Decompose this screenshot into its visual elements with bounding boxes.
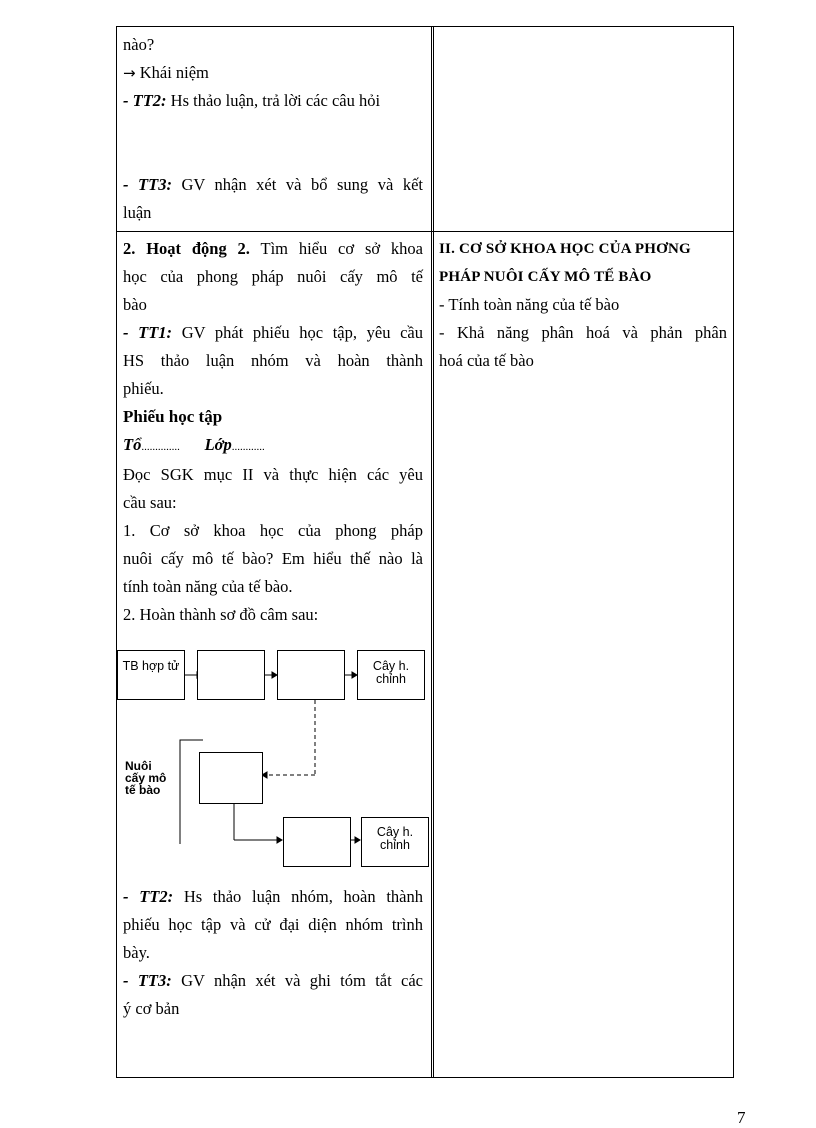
tt3-label: - TT3:	[123, 971, 172, 990]
box-zygote: TB hợp tử	[117, 650, 185, 700]
blank-box-4	[283, 817, 351, 867]
question-1: 1. Cơ sở khoa học của phong pháp	[123, 521, 423, 540]
content-item-2: - Khả năng phân hoá và phản phân	[439, 323, 727, 342]
blank-box-1	[197, 650, 265, 700]
content-item-2-cont: hoá của tế bào	[439, 351, 534, 370]
conclusion-line	[123, 59, 423, 87]
class-dots: ............	[231, 441, 265, 453]
column-divider	[431, 27, 432, 1077]
tt2-line-2: phiếu học tập và cử đại diện nhóm trình	[123, 915, 423, 934]
instruction-line-2: cầu sau:	[123, 493, 177, 512]
activity-title: Tìm hiểu cơ sở khoa	[260, 239, 423, 258]
tt1-label: - TT1:	[123, 323, 173, 342]
activity-label: 2. Hoạt động 2.	[123, 239, 250, 258]
tt3-line	[123, 967, 423, 995]
section-heading: II. CƠ SỞ KHOA HỌC CỦA PHƠNG	[439, 241, 691, 257]
blank-box-3	[199, 752, 263, 804]
blank-box-2	[277, 650, 345, 700]
group-class-line	[123, 431, 423, 461]
tt3-line-2: ý cơ bản	[123, 999, 180, 1018]
question-1-end: tính toàn năng của tế bào.	[123, 577, 293, 596]
tt1-line	[123, 319, 423, 347]
section-heading-cont: PHÁP NUÔI CẤY MÔ TẾ BÀO	[439, 269, 652, 285]
tt1-text: GV phát phiếu học tập, yêu cầu	[181, 323, 423, 342]
concept-text: Khái niệm	[139, 63, 209, 82]
group-label: Tổ	[123, 435, 142, 454]
class-label: Lớp	[204, 435, 232, 454]
worksheet-title: Phiếu học tập	[123, 407, 223, 426]
text-line: nào?	[123, 35, 155, 54]
tt2-line	[123, 87, 423, 115]
activity-heading	[123, 235, 423, 263]
tt2-label: - TT2:	[123, 887, 174, 906]
cell-content-2	[439, 235, 727, 375]
question-2: 2. Hoàn thành sơ đồ câm sau:	[123, 605, 319, 624]
content-item-1: - Tính toàn năng của tế bào	[439, 295, 620, 314]
instruction-line: Đọc SGK mục II và thực hiện các yêu	[123, 465, 423, 484]
tt3-line	[123, 171, 423, 199]
tt2-line	[123, 883, 423, 911]
tt1-line-2: HS thảo luận nhóm và hoàn thành	[123, 351, 423, 370]
blank-diagram	[117, 644, 433, 852]
cell-activity-2	[123, 235, 423, 629]
group-dots: ..............	[141, 441, 180, 453]
lesson-table	[116, 26, 734, 1078]
tt2-text: Hs thảo luận, trả lời các câu hỏi	[170, 91, 381, 110]
tissue-culture-label: Nuôi cấy mô tế bào	[125, 759, 167, 797]
tt2-text: Hs thảo luận nhóm, hoàn thành	[183, 887, 424, 906]
page-number: 7	[737, 1108, 746, 1127]
tt3-line-end: luận	[123, 203, 152, 222]
tt1-line-3: phiếu.	[123, 379, 164, 398]
tt3-label: - TT3:	[123, 175, 172, 194]
tt3-text: GV nhận xét và bổ sung và kết	[181, 175, 423, 194]
tt3-text: GV nhận xét và ghi tóm tắt các	[181, 971, 423, 990]
column-divider-double	[433, 27, 434, 1077]
box-plant-1: Cây h. chỉnh	[357, 650, 425, 700]
box-plant-2: Cây h. chỉnh	[361, 817, 429, 867]
row-divider	[117, 231, 733, 232]
activity-title-end: bào	[123, 295, 147, 314]
question-1-cont: nuôi cấy mô tế bào? Em hiểu thế nào là	[123, 549, 423, 568]
cell-activity-1-end	[123, 31, 423, 227]
tt2-line-3: bày.	[123, 943, 150, 962]
activity-title-cont: học của phong pháp nuôi cấy mô tế	[123, 267, 423, 286]
tt2-label: - TT2:	[123, 91, 167, 110]
cell-activity-2-end	[123, 883, 423, 1023]
arrow-icon: →	[123, 64, 136, 82]
